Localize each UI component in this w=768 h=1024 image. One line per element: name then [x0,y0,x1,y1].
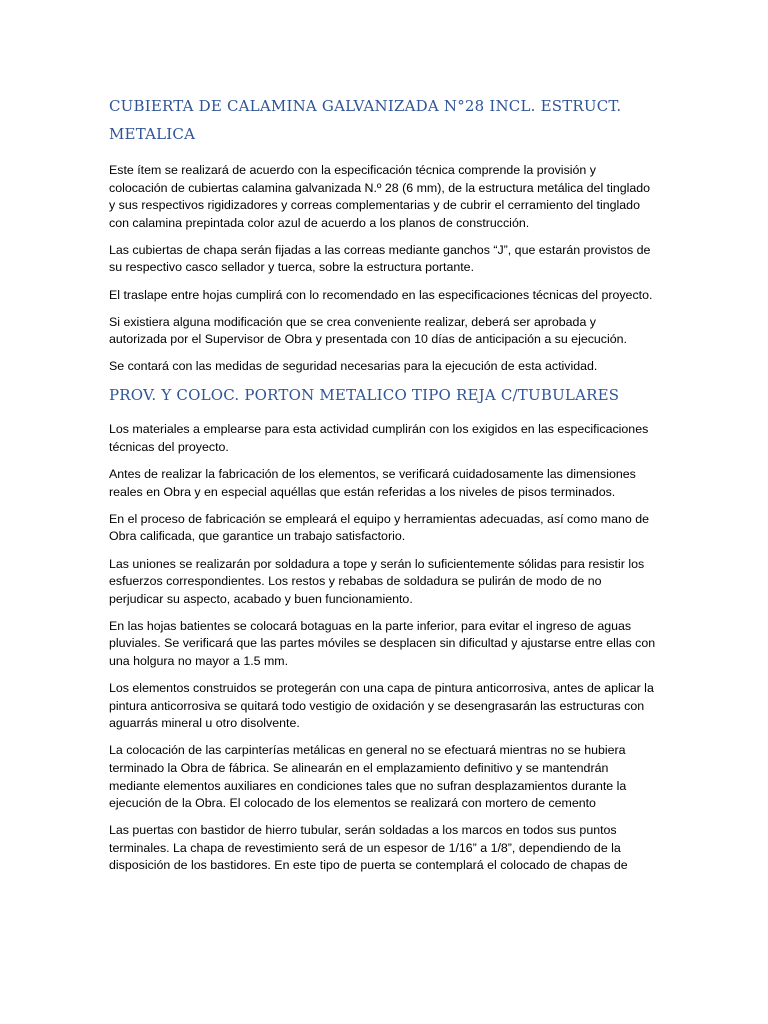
paragraph: En el proceso de fabricación se empleará el equipo y herramientas adecuadas, así como mano de Obra calificada, que garantice un trabajo satisfactorio. [109,511,649,544]
paragraph: El traslape entre hojas cumplirá con lo recomendado en las especificaciones técnicas del proyecto. [109,287,653,302]
paragraph: La colocación de las carpinterías metálicas en general no se efectuará mientras no se hubiera terminado la Obra de fábrica. Se alinearán en el emplazamiento definitivo y se mantendrán mediante elementos auxiliares en condiciones tales que no sufran desplazamientos durante la ejecución de la Obra. El colocado de los elementos se realizará con mortero de cemento [109,743,627,811]
paragraph: Los elementos construidos se protegerán con una capa de pintura anticorrosiva, antes de aplicar la pintura anticorrosiva se quitará todo vestigio de oxidación y se desengrasarán las estructuras con aguarrás mineral u otro disolvente. [109,681,654,731]
document-body [109,92,657,885]
paragraph: Antes de realizar la fabricación de los elementos, se verificará cuidadosamente las dimensiones reales en Obra y en especial aquéllas que están referidas a los niveles de pisos terminados. [109,467,636,499]
paragraph: Las puertas con bastidor de hierro tubular, serán soldadas a los marcos en todos sus puntos terminales. La chapa de revestimiento será de un espesor de 1/16” a 1/8”, dependiendo de la disposición de los bastidores. En este tipo de puerta se contemplará el colocado de chapas de [109,823,628,873]
paragraph: Las cubiertas de chapa serán fijadas a las correas mediante ganchos “J”, que estarán provistos de su respectivo casco sellador y tuerca, sobre la estructura portante. [109,242,651,275]
paragraph: Las uniones se realizarán por soldadura a tope y serán lo suficientemente sólidas para resistir los esfuerzos correspondientes. Los restos y rebabas de soldadura se pulirán de modo de no perjudicar su aspecto, acabado y buen funcionamiento. [109,556,645,606]
paragraph: En las hojas batientes se colocará botaguas en la parte inferior, para evitar el ingreso de aguas pluviales. Se verificará que las partes móviles se desplacen sin dificultad y ajustarse entre ellas con una holgura no mayor a 1.5 mm. [109,618,656,668]
section-title-cubierta: CUBIERTA DE CALAMINA GALVANIZADA N°28 INCL. ESTRUCT. METALICA [109,97,622,143]
paragraph: Si existiera alguna modificación que se crea conveniente realizar, deberá ser aprobada y autorizada por el Supervisor de Obra y presentada con 10 días de anticipación a su ejecución. [109,314,627,347]
paragraph: Los materiales a emplearse para esta actividad cumplirán con los exigidos en las especificaciones técnicas del proyecto. [109,422,649,455]
section-title-porton: PROV. Y COLOC. PORTON METALICO TIPO REJA C/TUBULARES [109,386,620,405]
paragraph: Se contará con las medidas de seguridad necesarias para la ejecución de esta actividad. [109,359,598,374]
paragraph: Este ítem se realizará de acuerdo con la especificación técnica comprende la provisión y colocación de cubiertas calamina galvanizada N.º 28 (6 mm), de la estructura metálica del tinglado y sus respectivos rigidizadores y correas complementarias y de cubrir el cerramiento del tinglado con calamina prepintada color azul de acuerdo a los planos de construcción. [109,163,651,230]
